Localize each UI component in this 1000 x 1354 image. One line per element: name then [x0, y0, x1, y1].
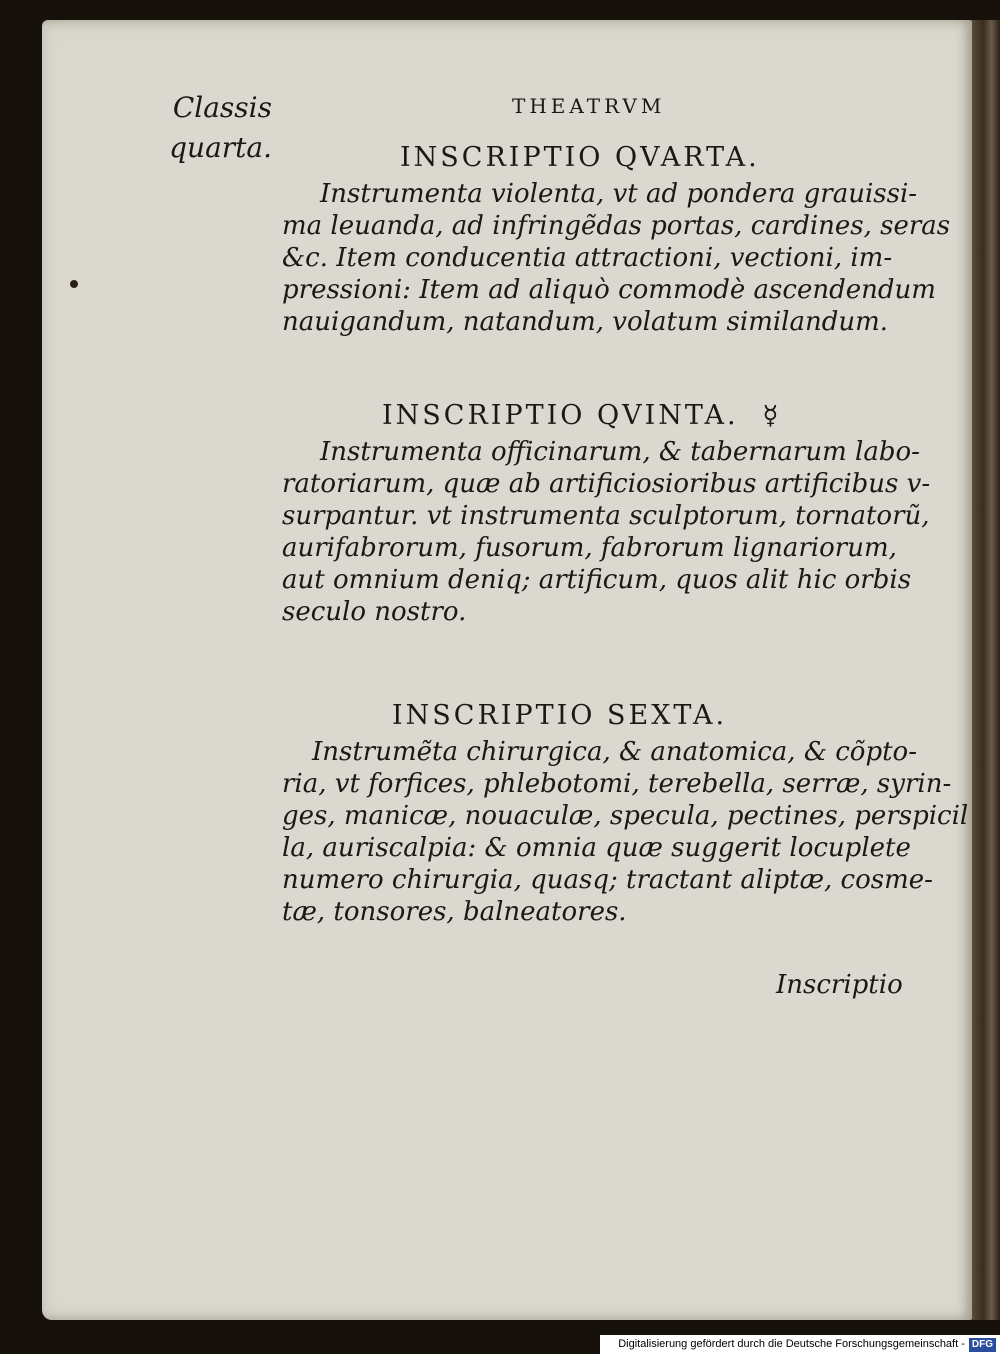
- body-line: pressioni: Item ad aliquò commodè ascendendum: [282, 275, 936, 305]
- section-heading-row: [282, 396, 932, 436]
- body-line: nauigandum, natandum, volatum similandum.: [282, 307, 889, 337]
- body-line: surpantur. vt instrumenta sculptorum, tornatorũ,: [282, 501, 930, 531]
- body-line: seculo nostro.: [282, 597, 467, 627]
- body-line: ratoriarum, quæ ab artificiosioribus artificibus v-: [282, 469, 931, 499]
- body-line: &c. Item conducentia attractioni, vectioni, im-: [282, 243, 893, 273]
- body-line: Instrumenta officinarum, & tabernarum labo-: [320, 437, 920, 467]
- section-heading: INSCRIPTIO QVINTA.: [382, 400, 739, 431]
- body-line: aut omnium deniq; artificum, quos alit hic orbis: [282, 565, 912, 595]
- section-quarta: [282, 138, 951, 338]
- section-heading: INSCRIPTIO SEXTA.: [392, 700, 728, 731]
- body-line: Instrumẽta chirurgica, & anatomica, & cõpto-: [312, 737, 917, 767]
- running-head: THEATRVM: [512, 94, 666, 118]
- catchword: Inscriptio: [776, 970, 903, 1000]
- body-line: aurifabrorum, fusorum, fabrorum lignariorum,: [282, 533, 897, 563]
- dfg-logo-icon[interactable]: DFG: [969, 1338, 996, 1352]
- digitization-credit: [600, 1335, 1000, 1354]
- ink-blot: [70, 280, 78, 288]
- page-content: [42, 20, 972, 1320]
- body-line: Instrumenta violenta, vt ad pondera grauissi-: [320, 179, 918, 209]
- body-line: ria, vt forfices, phlebotomi, terebella, serræ, syrin-: [282, 769, 952, 799]
- section-sexta: [282, 696, 969, 928]
- margin-note-line-1: Classis: [172, 91, 272, 124]
- body-line: la, auriscalpia: & omnia quæ suggerit locuplete: [282, 833, 911, 863]
- margin-note: [142, 88, 272, 168]
- margin-note-line-2: quarta.: [169, 131, 272, 164]
- body-line: numero chirurgia, quasq; tractant aliptæ, cosme-: [282, 865, 933, 895]
- section-quinta: [282, 396, 932, 628]
- section-heading: INSCRIPTIO QVARTA.: [400, 142, 760, 173]
- body-line: tæ, tonsores, balneatores.: [282, 897, 627, 927]
- body-line: ges, manicæ, nouaculæ, specula, pectines, perspicil: [282, 801, 969, 831]
- body-line: ma leuanda, ad infringẽdas portas, cardines, seras: [282, 211, 951, 241]
- mercury-symbol-icon: ☿: [762, 401, 782, 431]
- book-page: [42, 20, 972, 1320]
- book-edge: [972, 20, 1000, 1320]
- credit-text: Digitalisierung gefördert durch die Deutsche Forschungsgemeinschaft -: [618, 1338, 965, 1350]
